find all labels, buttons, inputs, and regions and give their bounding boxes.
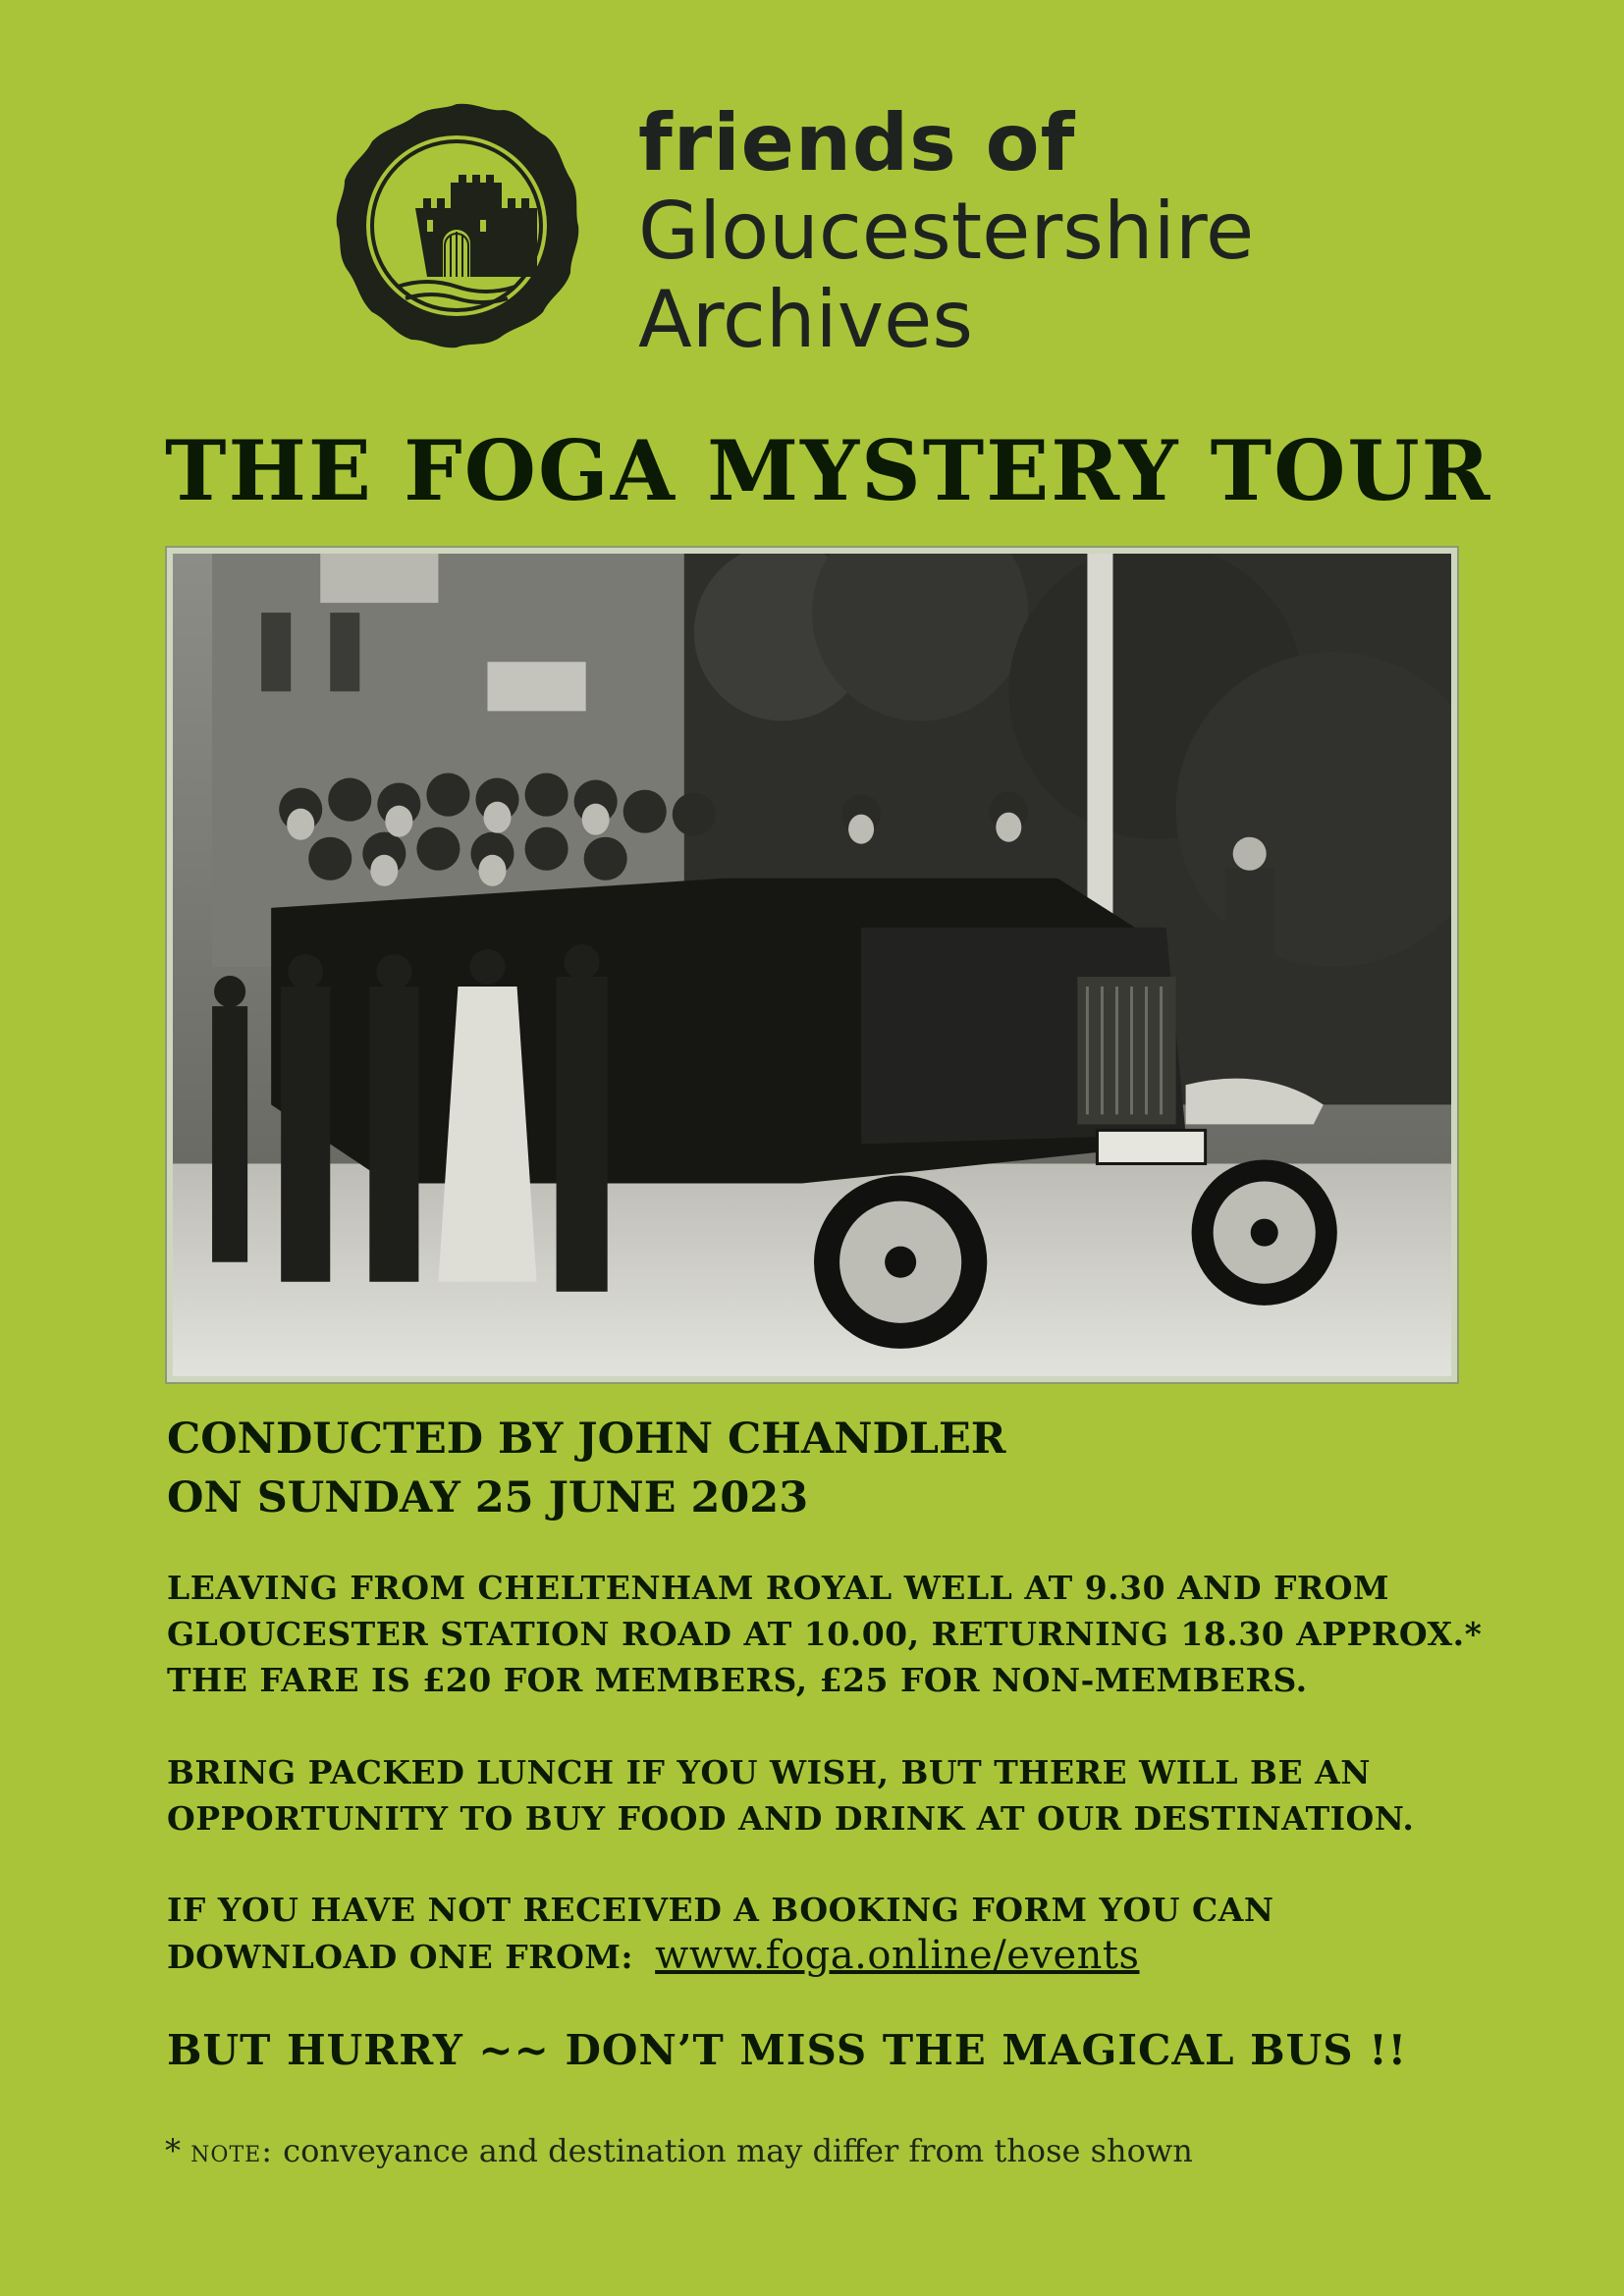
- conducted-by: CONDUCTED BY JOHN CHANDLER: [167, 1415, 1006, 1464]
- logo-wordmark: [638, 97, 1255, 365]
- vintage-charabanc-photo-icon: [173, 554, 1451, 1376]
- logo-line-gloucestershire: Gloucestershire: [638, 186, 1255, 277]
- details-line-2: GLOUCESTER STATION ROAD AT 10.00, RETURNING 18.30 APPROX.*: [167, 1615, 1483, 1653]
- details-line-1: LEAVING FROM CHELTENHAM ROYAL WELL AT 9.30 AND FROM: [167, 1569, 1390, 1607]
- footnote-key: note:: [190, 2132, 273, 2169]
- departure-details: [167, 1565, 1482, 1703]
- booking-download-label: DOWNLOAD ONE FROM:: [167, 1938, 634, 1976]
- photo-frame: [165, 546, 1459, 1384]
- footnote-text: conveyance and destination may differ from those shown: [283, 2132, 1193, 2169]
- booking-line-2: [167, 1933, 1274, 1980]
- header: [329, 98, 1311, 373]
- booking-link[interactable]: www.foga.online/events: [655, 1933, 1140, 1978]
- castle-seal-icon: [329, 98, 584, 353]
- footnote-marker: *: [165, 2132, 181, 2169]
- lunch-details: [167, 1749, 1414, 1842]
- details-line-3: THE FARE IS £20 FOR MEMBERS, £25 FOR NON-MEMBERS.: [167, 1661, 1308, 1699]
- footnote: [165, 2132, 1193, 2169]
- logo-line-archives: Archives: [638, 274, 974, 365]
- event-date: ON SUNDAY 25 JUNE 2023: [167, 1473, 809, 1522]
- booking-line-1: IF YOU HAVE NOT RECEIVED A BOOKING FORM YOU CAN: [167, 1891, 1274, 1929]
- logo-line-friends: friends of: [638, 97, 1076, 188]
- hurry-callout: BUT HURRY ~~ DON’T MISS THE MAGICAL BUS !!: [167, 2026, 1408, 2074]
- lunch-line-1: BRING PACKED LUNCH IF YOU WISH, BUT THERE WILL BE AN: [167, 1753, 1371, 1791]
- booking-details: [167, 1887, 1274, 1980]
- page-title: THE FOGA MYSTERY TOUR: [165, 422, 1492, 519]
- lunch-line-2: OPPORTUNITY TO BUY FOOD AND DRINK AT OUR DESTINATION.: [167, 1799, 1415, 1838]
- event-heading: [167, 1410, 1006, 1527]
